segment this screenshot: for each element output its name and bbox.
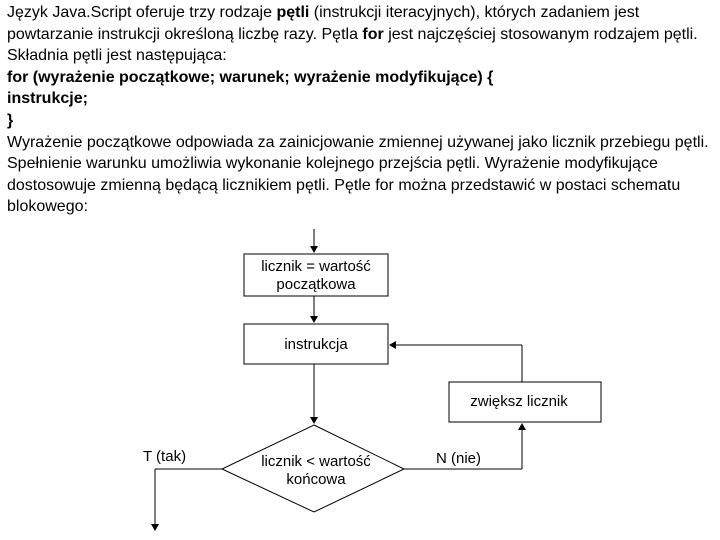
- explanation-paragraph: Wyrażenie początkowe odpowiada za zainicjowanie zmiennej używanej jako licznik przebiegu pętli. Spełnienie warunku umożliwia wykonanie kolejnego przejścia pętli. Wyrażenie modyfikujące dostosowuje zmienną będącą licznikiem pętli. Pętle for można przedstawić w postaci schematu blokowego:: [7, 133, 709, 216]
- code-line-3: }: [7, 111, 14, 129]
- condition-label-line2: końcowa: [286, 471, 346, 488]
- intro-text-3: jest najczęściej stosowanym rodzajem pętli. Składnia pętli jest następująca:: [7, 25, 698, 65]
- exit-arrowhead: [151, 524, 159, 531]
- instruction-label: instrukcja: [284, 336, 348, 353]
- intro-text-2: (instrukcji iteracyjnych), których zadaniem jest powtarzanie instrukcji określoną liczbę razy. Pętla: [7, 4, 640, 43]
- true-label: T (tak): [143, 448, 187, 465]
- init-label-line2: początkowa: [276, 276, 356, 293]
- intro-bold-loops: pętli: [276, 4, 310, 21]
- false-label: N (nie): [436, 450, 482, 467]
- code-line-2: instrukcje;: [7, 90, 88, 108]
- false-branch-arrowhead: [518, 423, 526, 430]
- init-to-body-arrowhead: [310, 316, 318, 323]
- intro-bold-for: for: [362, 25, 384, 43]
- increment-label: zwiększ licznik: [470, 393, 568, 410]
- body-to-condition-arrowhead: [310, 417, 318, 424]
- intro-text-1: Język Java.Script oferuje trzy rodzaje: [7, 4, 277, 21]
- code-line-1: for (wyrażenie początkowe; warunek; wyrażenie modyfikujące) {: [7, 68, 494, 86]
- init-label-line1: licznik = wartość: [261, 258, 371, 275]
- condition-label-line1: licznik < wartość: [261, 453, 371, 470]
- entry-arrowhead: [310, 246, 318, 253]
- loop-back-arrowhead: [389, 341, 396, 349]
